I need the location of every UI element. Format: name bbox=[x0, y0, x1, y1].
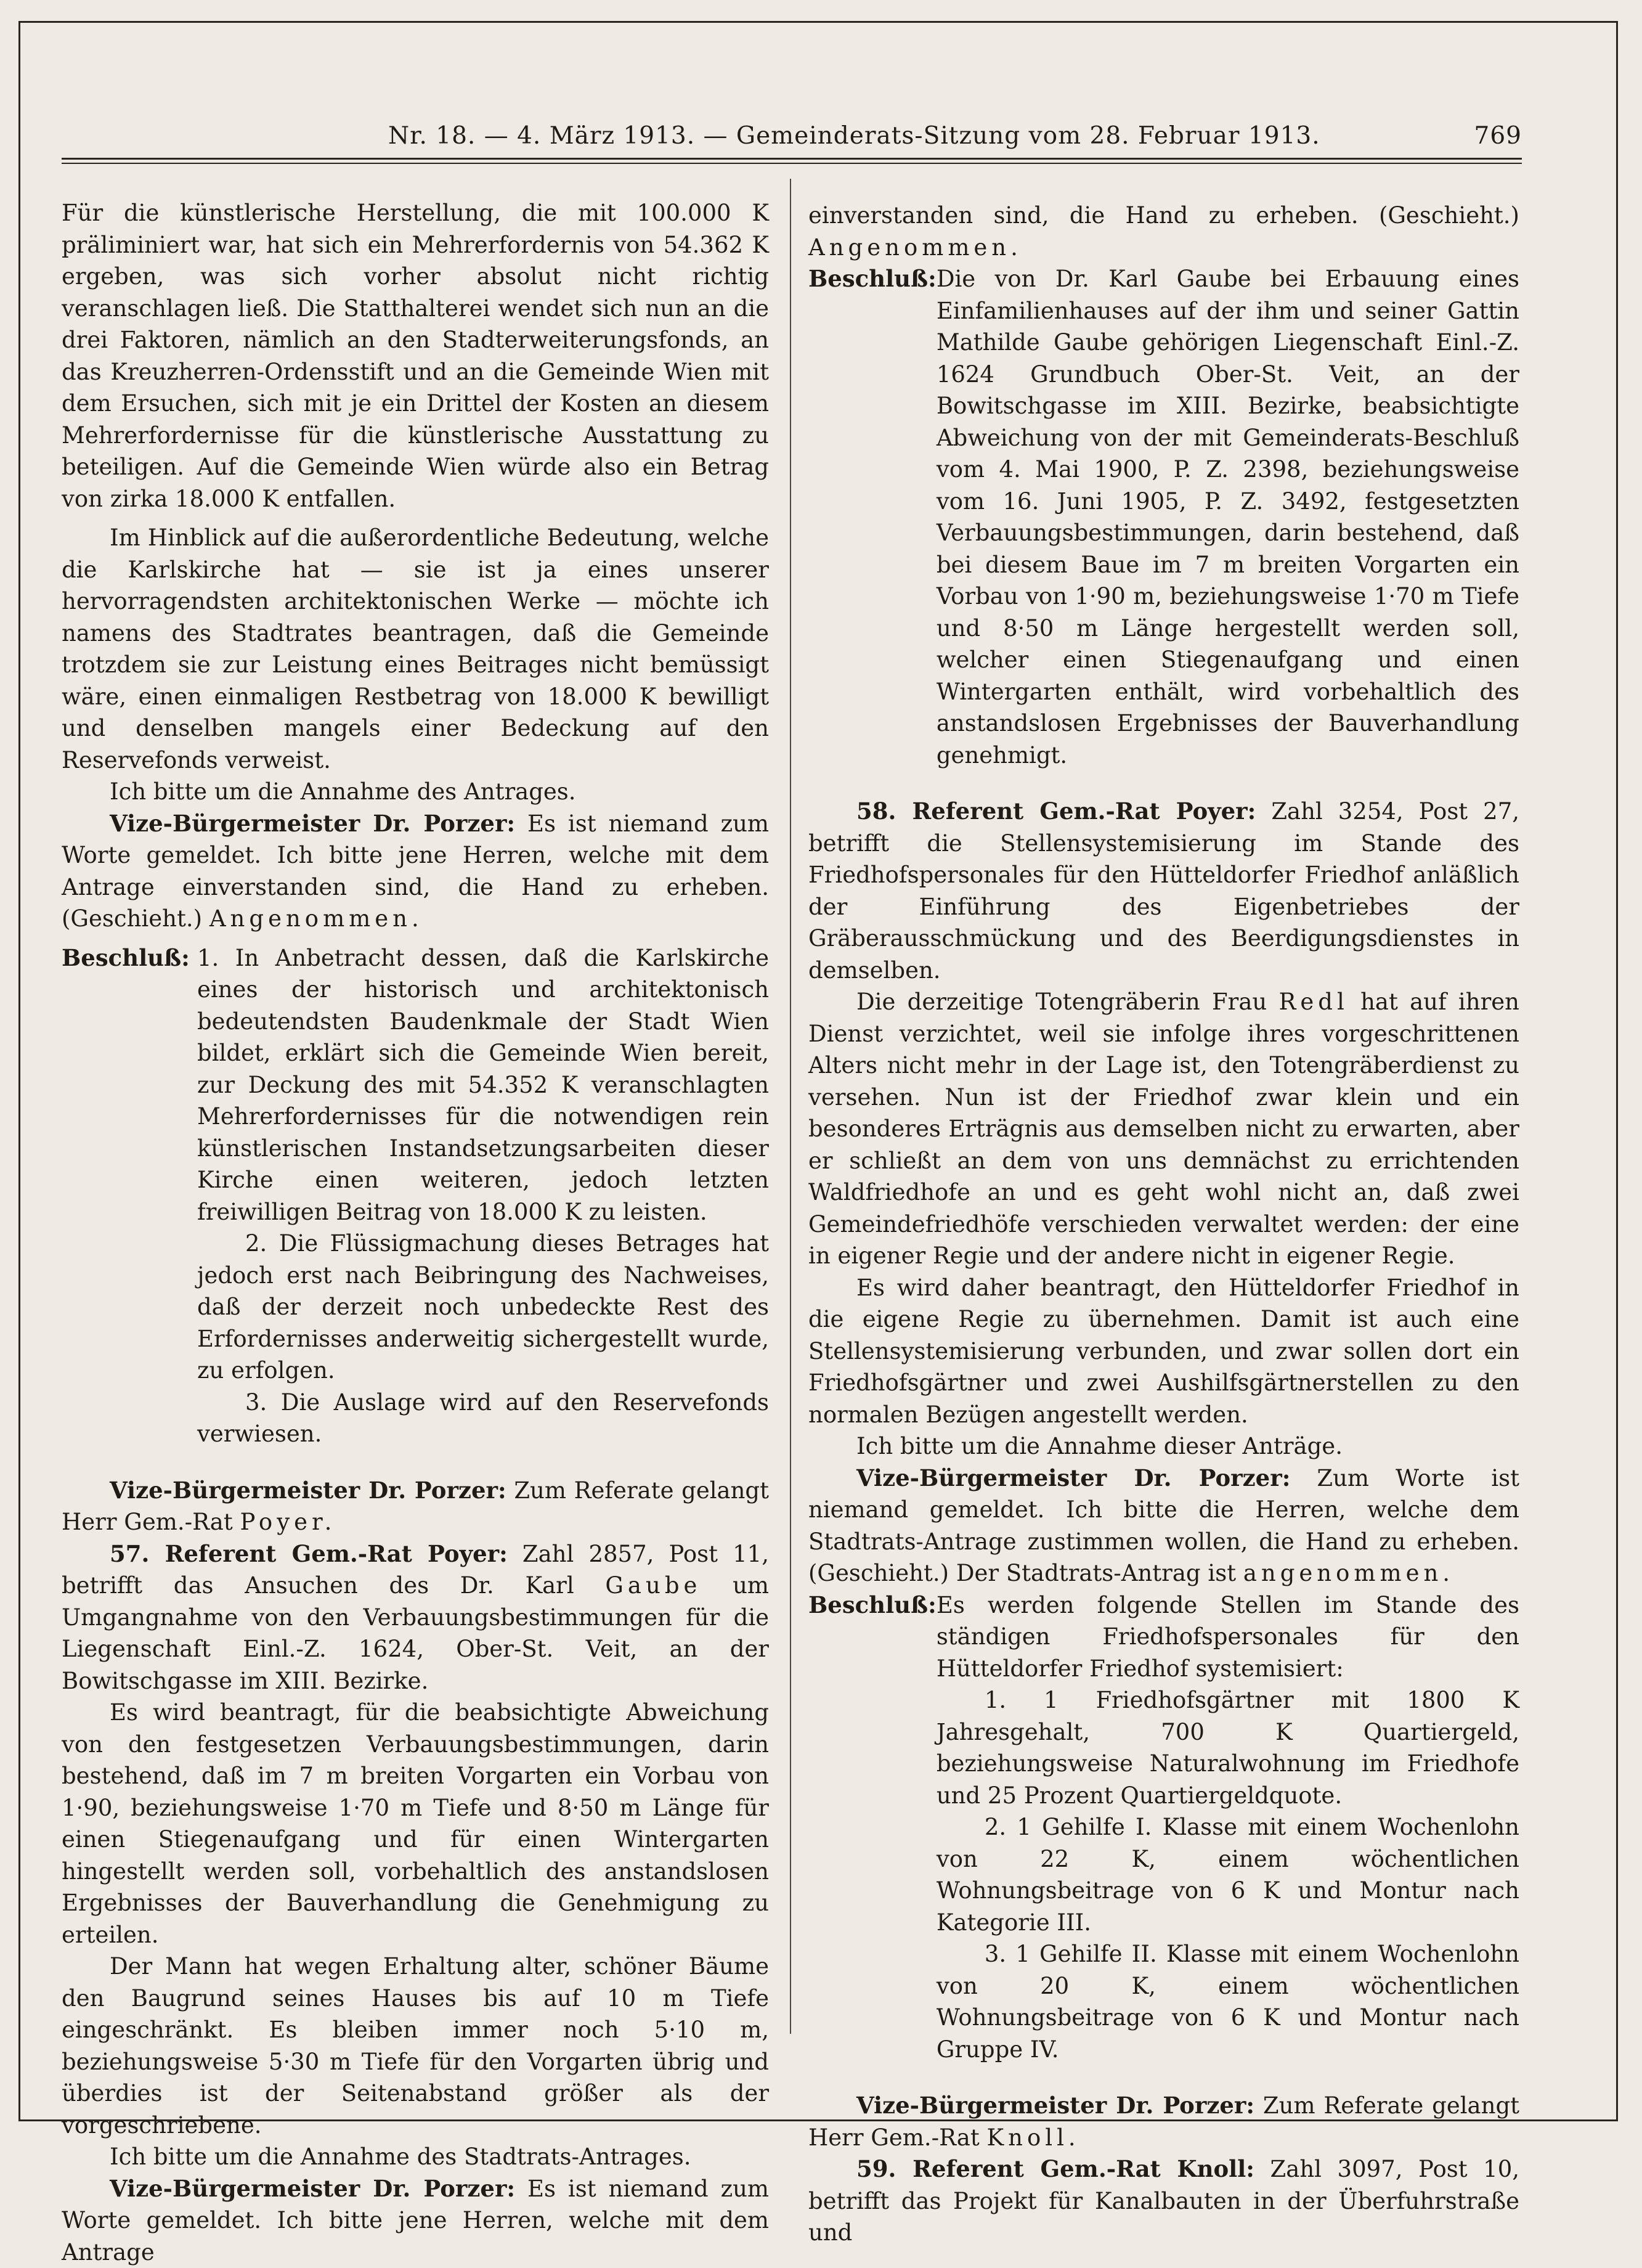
speaker: Vize-Bürgermeister Dr. Porzer: bbox=[856, 1464, 1290, 1491]
person-name: Knoll. bbox=[987, 2124, 1080, 2151]
resolution-item: 1. 1 Friedhofsgärtner mit 1800 K Jahresgehalt, 700 K Quartiergeld, beziehungsweise Naturalwohnung im Friedhofe und 25 Prozent Quartiergeldquote. bbox=[937, 1684, 1519, 1811]
result-text: angenommen. bbox=[1243, 1560, 1454, 1586]
resolution-label: Beschluß: bbox=[808, 263, 937, 771]
item-heading: 59. Referent Gem.-Rat Knoll: bbox=[856, 2155, 1254, 2182]
paragraph: Der Mann hat wegen Erhaltung alter, schöner Bäume den Baugrund seines Hauses bis auf 10 m Tiefe eingeschränkt. Es bleiben immer noch 5·10 m, beziehungsweise 5·30 m Tiefe für den Vorgarten übrig und überdies ist der Seitenabstand größer als der vorgeschriebene. bbox=[62, 1951, 769, 2141]
speech-paragraph bbox=[808, 1462, 1519, 1589]
speech-text: Zum Referate gelangt Herr Gem.-Rat bbox=[808, 2092, 1519, 2151]
header-rule bbox=[62, 158, 1522, 164]
paragraph-text: hat auf ihren Dienst verzichtet, weil sie infolge ihres vorgeschrittenen Alters nicht mehr in der Lage ist, den Totengräberdienst zu versehen. Nun ist der Friedhof zwar klein und ein besonderes Erträgnis aus demselben nicht zu erwarten, aber er schließt an dem von uns demnächst zu errichtenden Waldfriedhofe an und es geht wohl nicht an, daß zwei Gemeindefriedhöfe verschieden verwaltet werden: der eine in eigener Regie und der andere nicht in eigener Regie. bbox=[808, 989, 1519, 1269]
resolution-item: 3. Die Auslage wird auf den Reservefonds verwiesen. bbox=[197, 1387, 769, 1450]
running-header bbox=[68, 122, 1522, 152]
speech-text: Es ist niemand zum Worte gemeldet. Ich bitte jene Herren, welche mit dem Antrage einverstanden sind, die Hand zu erheben. (Geschieht.) bbox=[62, 810, 769, 932]
paragraph: Es wird daher beantragt, den Hütteldorfer Friedhof in die eigene Regie zu übernehmen. Damit ist auch eine Stellensystemisierung verbunden, und zwar sollen dort ein Friedhofsgärtner und zwei Aushilfsgärtnerstellen zu den normalen Bezügen angestellt werden. bbox=[808, 1272, 1519, 1431]
item-heading: 57. Referent Gem.-Rat Poyer: bbox=[110, 1540, 508, 1567]
speech-text: Es ist niemand zum Worte gemeldet. Ich bitte jene Herren, welche mit dem Antrage bbox=[62, 2176, 769, 2266]
speech-paragraph bbox=[62, 808, 769, 935]
speaker: Vize-Bürgermeister Dr. Porzer: bbox=[110, 1477, 506, 1504]
column-divider bbox=[790, 179, 791, 2034]
paragraph: Ich bitte um die Annahme des Stadtrats-Antrages. bbox=[62, 2141, 769, 2173]
speech-text: Zum Worte ist niemand gemeldet. Ich bitte die Herren, welche dem Stadtrats-Antrage zustimmen wollen, die Hand zu erheben. (Geschieht.) Der Stadtrats-Antrag ist bbox=[808, 1465, 1519, 1587]
left-column bbox=[62, 197, 769, 2268]
speaker: Vize-Bürgermeister Dr. Porzer: bbox=[110, 2175, 515, 2202]
person-name: Gaube bbox=[605, 1572, 701, 1599]
person-name: Redl bbox=[1279, 989, 1349, 1015]
agenda-item bbox=[808, 796, 1519, 986]
resolution bbox=[62, 942, 769, 1450]
resolution-item: 2. Die Flüssigmachung dieses Betrages hat jedoch erst nach Beibringung des Nachweises, daß der derzeit noch unbedeckte Rest des Erfordernisses anderweitig sichergestellt wurde, zu erfolgen. bbox=[197, 1228, 769, 1387]
item-text: Zahl 3097, Post 10, betrifft das Projekt für Kanalbauten in der Überfuhrstraße und bbox=[808, 2156, 1519, 2246]
person-name: Poyer. bbox=[240, 1509, 336, 1535]
paragraph: Ich bitte um die Annahme des Antrages. bbox=[62, 776, 769, 808]
resolution-label: Beschluß: bbox=[62, 942, 197, 1450]
resolution-item: 2. 1 Gehilfe I. Klasse mit einem Wochenlohn von 22 K, einem wöchentlichen Wohnungsbeitrage von 6 K und Montur nach Kategorie III. bbox=[937, 1811, 1519, 1938]
item-heading: 58. Referent Gem.-Rat Poyer: bbox=[856, 797, 1256, 825]
paragraph: Es wird beantragt, für die beabsichtigte Abweichung von den festgesetzen Verbauungsbestimmungen, darin bestehend, daß im 7 m breiten Vorgarten ein Vorbau von 1·90, beziehungsweise 1·70 m Tiefe und 8·50 m Länge für einen Stiegenaufgang und für einen Wintergarten hingestellt werden soll, vorbehaltlich des anstandslosen Ergebnisses der Bauverhandlung die Genehmigung zu erteilen. bbox=[62, 1697, 769, 1951]
resolution bbox=[808, 1589, 1519, 2066]
resolution bbox=[808, 263, 1519, 771]
speech-paragraph bbox=[62, 2173, 769, 2268]
page-number: 769 bbox=[1474, 122, 1522, 150]
resolution-text: Die von Dr. Karl Gaube bei Erbauung eines Einfamilienhauses auf der ihm und seiner Gattin Mathilde Gaube gehörigen Liegenschaft Einl.-Z. 1624 Grundbuch Ober-St. Veit, an der Bowitschgasse im XIII. Bezirke, beabsichtigte Abweichung von der mit Gemeinderats-Beschluß vom 4. Mai 1900, P. Z. 2398, beziehungsweise vom 16. Juni 1905, P. Z. 3492, festgesetzten Verbauungsbestimmungen, darin bestehend, daß bei diesem Baue im 7 m breiten Vorgarten ein Vorbau von 1·90 m, beziehungsweise 1·70 m Tiefe und 8·50 m Länge hergestellt werden soll, welcher einen Stiegenaufgang und einen Wintergarten enthält, wird vorbehaltlich des anstandslosen Ergebnisses der Bauverhandlung genehmigt. bbox=[937, 263, 1519, 771]
header-title: Nr. 18. — 4. März 1913. — Gemeinderats-Sitzung vom 28. Februar 1913. bbox=[388, 122, 1320, 150]
agenda-item bbox=[62, 1538, 769, 1697]
paragraph: Für die künstlerische Herstellung, die mit 100.000 K präliminiert war, hat sich ein Mehrerfordernis von 54.362 K ergeben, was sich vorher absolut nicht richtig veranschlagen ließ. Die Statthalterei wendet sich nun an die drei Faktoren, nämlich an den Stadterweiterungsfonds, an das Kreuzherren-Ordensstift und an die Gemeinde Wien mit dem Ersuchen, sich mit je ein Drittel der Kosten an diesem Mehrerfordernisse für die künstlerische Ausstattung zu beteiligen. Auf die Gemeinde Wien würde also ein Betrag von zirka 18.000 K entfallen. bbox=[62, 197, 769, 515]
speech-continuation bbox=[808, 200, 1519, 263]
resolution-item: 1. In Anbetracht dessen, daß die Karlskirche eines der historisch und architektonisch bedeutendsten Baudenkmale der Stadt Wien bildet, erklärt sich die Gemeinde Wien bereit, zur Deckung des mit 54.352 K veranschlagten Mehrerfordernisses für die notwendigen rein künstlerischen Instandsetzungsarbeiten dieser Kirche einen weiteren, jedoch letzten freiwilligen Beitrag von 18.000 K zu leisten. bbox=[197, 942, 769, 1228]
paragraph: Ich bitte um die Annahme dieser Anträge. bbox=[808, 1430, 1519, 1462]
result-text: Angenommen. bbox=[209, 905, 423, 932]
speech-text: einverstanden sind, die Hand zu erheben. (Geschieht.) bbox=[808, 202, 1519, 229]
resolution-item: 3. 1 Gehilfe II. Klasse mit einem Wochenlohn von 20 K, einem wöchentlichen Wohnungsbeitrage von 6 K und Montur nach Gruppe IV. bbox=[937, 1938, 1519, 2065]
item-text: Zahl 3254, Post 27, betrifft die Stellensystemisierung im Stande des Friedhofspersonales für den Hütteldorfer Friedhof anläßlich der Einführung des Eigenbetriebes der Gräberausschmückung und des Beerdigungsdienstes in demselben. bbox=[808, 798, 1519, 984]
item-text: um Umgangnahme von den Verbauungsbestimmungen für die Liegenschaft Einl.-Z. 1624, Ober-St. Veit, an der Bowitschgasse im XIII. Bezirke. bbox=[62, 1572, 769, 1694]
speaker: Vize-Bürgermeister Dr. Porzer: bbox=[110, 810, 515, 837]
agenda-item bbox=[808, 2153, 1519, 2249]
item-text: Zahl 2857, Post 11, betrifft das Ansuchen des Dr. Karl bbox=[62, 1541, 769, 1599]
speech-text: Zum Referate gelangt Herr Gem.-Rat bbox=[62, 1477, 769, 1536]
paragraph-text: Die derzeitige Totengräberin Frau bbox=[856, 989, 1267, 1015]
resolution-text: Es werden folgende Stellen im Stande des ständigen Friedhofspersonales für den Hütteldorfer Friedhof systemisiert: bbox=[937, 1589, 1519, 1685]
paragraph: Im Hinblick auf die außerordentliche Bedeutung, welche die Karlskirche hat — sie ist ja eines unserer hervorragendsten architektonischen Werke — möchte ich namens des Stadtrates beantragen, daß die Gemeinde trotzdem sie zur Leistung eines Beitrages nicht bemüssigt wäre, einen einmaligen Restbetrag von 18.000 K bewilligt und denselben mangels einer Bedeckung auf den Reservefonds verweist. bbox=[62, 522, 769, 776]
paragraph bbox=[808, 986, 1519, 1272]
resolution-label: Beschluß: bbox=[808, 1589, 937, 2066]
right-column bbox=[808, 200, 1519, 2249]
speech-paragraph bbox=[808, 2090, 1519, 2153]
result-text: Angenommen. bbox=[808, 234, 1022, 261]
speech-paragraph bbox=[62, 1475, 769, 1538]
speaker: Vize-Bürgermeister Dr. Porzer: bbox=[856, 2092, 1254, 2119]
